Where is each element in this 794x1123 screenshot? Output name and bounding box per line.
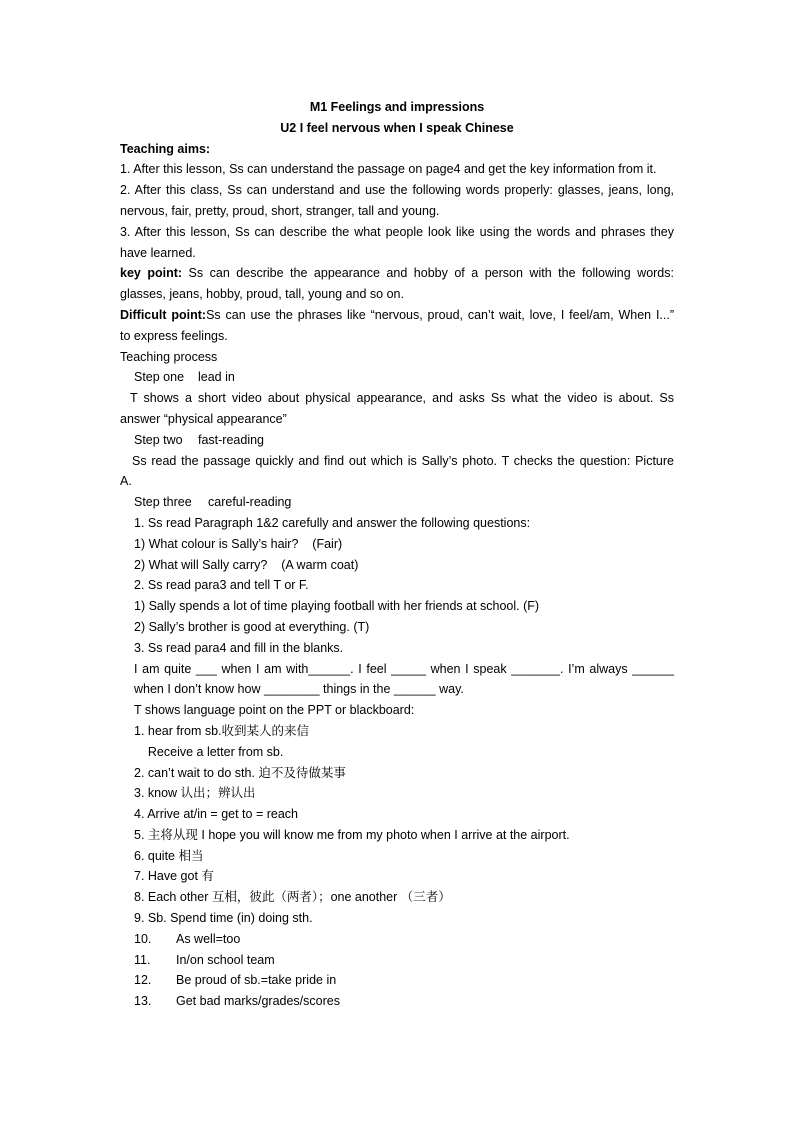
step-three-heading xyxy=(120,492,674,513)
aim-2-line-2: nervous, fair, pretty, proud, short, stranger, tall and young. xyxy=(120,203,440,218)
step-one-label: Step one xyxy=(134,370,185,385)
item-text: As well=too xyxy=(176,931,241,946)
list-item: 2. Ss read para3 and tell T or F. xyxy=(134,578,309,593)
module-title: M1 Feelings and impressions xyxy=(309,100,485,114)
item-text: In/on school team xyxy=(176,952,275,967)
list-item xyxy=(120,991,674,1012)
item-number: 10. xyxy=(134,931,152,946)
list-item: 1. hear from sb.收到某人的来信 xyxy=(134,723,310,738)
aims-heading: Teaching aims: xyxy=(120,141,211,156)
list-item: 1) What colour is Sally’s hair? (Fair) xyxy=(134,536,343,551)
item-number: 11. xyxy=(134,952,151,967)
step-one-heading xyxy=(120,367,674,388)
list-item: 3. Ss read para4 and fill in the blanks. xyxy=(134,640,344,655)
list-item: 7. Have got 有 xyxy=(134,869,214,884)
item-text: Get bad marks/grades/scores xyxy=(176,994,340,1009)
list-item: 9. Sb. Spend time (in) doing sth. xyxy=(134,911,313,926)
list-item: 6. quite 相当 xyxy=(134,848,204,863)
item-text: Be proud of sb.=take pride in xyxy=(176,973,337,988)
step-two-line-1: Ss read the passage quickly and find out which is Sally’s photo. T checks the question: Picture xyxy=(132,453,674,468)
item-number: 13. xyxy=(134,994,152,1009)
step-two-heading xyxy=(120,430,674,451)
language-point-heading: T shows language point on the PPT or blackboard: xyxy=(134,703,415,718)
list-item xyxy=(120,950,674,971)
list-item: 2) What will Sally carry? (A warm coat) xyxy=(134,557,359,572)
aim-1: 1. After this lesson, Ss can understand the passage on page4 and get the key information from it. xyxy=(120,162,657,177)
step-three-name: careful-reading xyxy=(208,495,292,510)
key-point-text: Ss can describe the appearance and hobby of a person with the following words: xyxy=(182,266,674,281)
difficult-point-label: Difficult point: xyxy=(120,307,207,322)
list-item: 3. know 认出；辨认出 xyxy=(134,786,256,801)
aim-3-line-2: have learned. xyxy=(120,245,196,260)
fill-blank-line-2: when I don’t know how ________ things in the ______ way. xyxy=(134,682,464,697)
fill-blank-line-1: I am quite ___ when I am with______. I feel _____ when I speak _______. I’m always ______ xyxy=(134,661,674,676)
step-two-line-2: A. xyxy=(120,474,132,489)
key-point-line-1 xyxy=(120,263,674,284)
difficult-point-line-2: to express feelings. xyxy=(120,328,228,343)
list-item: 1) Sally spends a lot of time playing football with her friends at school. (F) xyxy=(134,599,540,614)
step-two-name: fast-reading xyxy=(198,432,265,447)
list-item xyxy=(120,929,674,950)
aim-3-line-1: 3. After this lesson, Ss can describe the what people look like using the words and phrases they xyxy=(120,224,674,239)
aim-2-line-1: 2. After this class, Ss can understand and use the following words properly: glasses, jeans, long, xyxy=(120,183,674,198)
list-item: 8. Each other 互相，彼此（两者）；one another （三者） xyxy=(134,890,451,905)
list-item xyxy=(120,970,674,991)
process-heading: Teaching process xyxy=(120,349,218,364)
list-item: Receive a letter from sb. xyxy=(134,744,284,759)
step-two-label: Step two xyxy=(134,432,183,447)
list-item: 5. 主将从现 I hope you will know me from my photo when I arrive at the airport. xyxy=(134,827,570,842)
step-three-label: Step three xyxy=(134,495,192,510)
step-one-name: lead in xyxy=(198,370,235,385)
key-point-label: key point: xyxy=(120,266,183,281)
list-item: 2) Sally’s brother is good at everything. (T) xyxy=(134,619,370,634)
item-number: 12. xyxy=(134,973,152,988)
list-item: 4. Arrive at/in = get to = reach xyxy=(134,807,298,822)
key-point-line-2: glasses, jeans, hobby, proud, tall, young and so on. xyxy=(120,287,404,302)
lesson-plan xyxy=(120,97,674,1012)
list-item: 1. Ss read Paragraph 1&2 carefully and answer the following questions: xyxy=(134,515,531,530)
unit-title: U2 I feel nervous when I speak Chinese xyxy=(280,120,514,135)
difficult-point-line-1 xyxy=(120,305,674,326)
difficult-point-text: Ss can use the phrases like “nervous, proud, can’t wait, love, I feel/am, When I...” xyxy=(206,307,675,322)
step-one-line-2: answer “physical appearance” xyxy=(120,411,287,426)
list-item: 2. can’t wait to do sth. 迫不及待做某事 xyxy=(134,765,346,780)
step-one-line-1: T shows a short video about physical appearance, and asks Ss what the video is about. Ss xyxy=(130,391,674,406)
